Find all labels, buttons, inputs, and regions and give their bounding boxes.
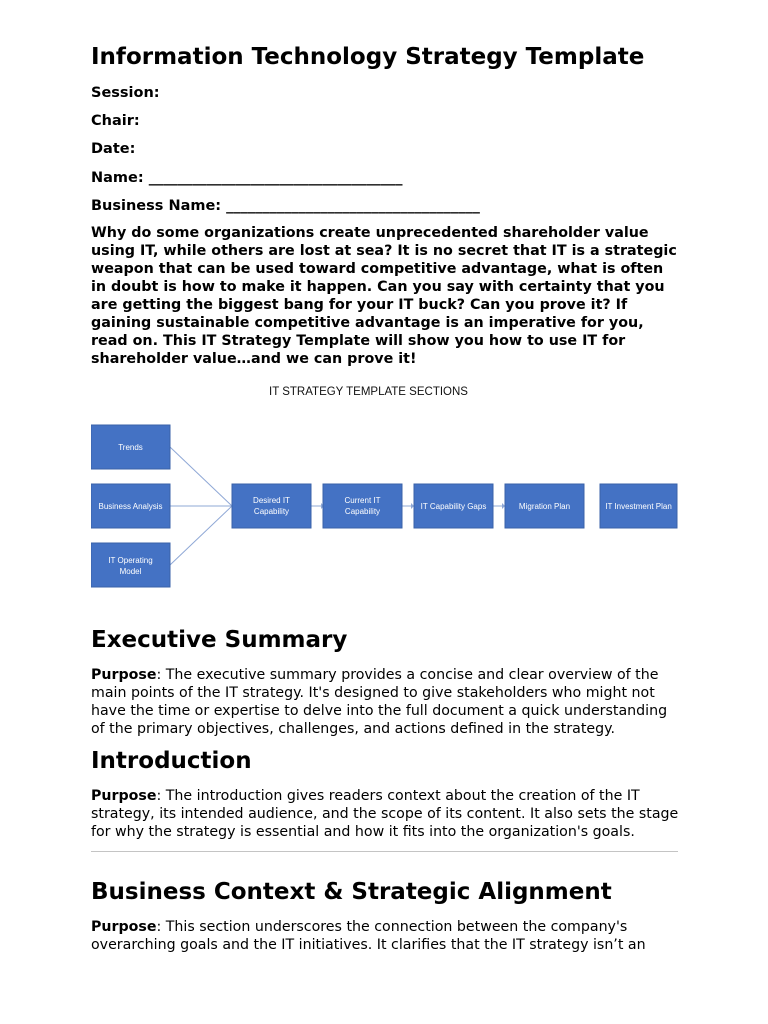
business-context-paragraph (91, 918, 681, 954)
connector-line (170, 506, 232, 565)
date-field (91, 141, 135, 157)
business-name-field (91, 198, 480, 214)
diagram-box-label: Trends (118, 443, 143, 452)
diagram-box-current-it-capability (323, 484, 402, 528)
diagram-box-label-line: Capability (344, 507, 381, 516)
business-name-label: Business Name: (91, 198, 222, 214)
business-name-underline: ___________________________________ (226, 198, 480, 214)
section-divider (91, 851, 678, 852)
name-label: Name: (91, 170, 144, 186)
heading-introduction: Introduction (91, 748, 252, 774)
diagram-box-label-line: Model (119, 567, 142, 576)
name-underline: ___________________________________ (148, 170, 403, 186)
diagram-box-label: Migration Plan (518, 502, 571, 511)
diagram-box-desired-it-capability (232, 484, 311, 528)
purpose-label: Purpose (91, 788, 157, 804)
purpose-label: Purpose (91, 667, 157, 683)
session-field (91, 85, 160, 101)
diagram-box-label-line: Capability (253, 507, 290, 516)
heading-business-context: Business Context & Strategic Alignment (91, 879, 612, 905)
heading-executive-summary: Executive Summary (91, 627, 348, 653)
diagram-box-it-operating-model (91, 543, 170, 587)
intro-paragraph: Why do some organizations create unprecedented shareholder value using IT, while others are lost at sea? It is no secret that IT is a strategic weapon that can be used toward competitive advantage, what is often in doubt is how to make it happen. Can you say with certainty that you are getting the biggest bang for your IT buck? Can you prove it? If gaining sustainable competitive advantage is an imperative for you, read on. This IT Strategy Template will show you how to use IT for shareholder value…and we can prove it! (91, 225, 677, 367)
connector-line (170, 447, 232, 506)
chair-label: Chair: (91, 113, 140, 129)
diagram-box-label: IT Investment Plan (605, 502, 672, 511)
document-title: Information Technology Strategy Template (91, 44, 645, 70)
date-label: Date: (91, 141, 136, 157)
diagram-box-label-line: Desired IT (253, 496, 290, 505)
diagram-box-label-line: Current IT (344, 496, 381, 505)
diagram-box-label-line: IT Operating (108, 556, 153, 565)
name-field (91, 170, 402, 186)
purpose-label: Purpose (91, 919, 157, 935)
diagram-title: IT STRATEGY TEMPLATE SECTIONS (269, 386, 468, 398)
session-label: Session: (91, 85, 160, 101)
diagram-box-label: IT Capability Gaps (420, 502, 487, 511)
diagram-box-label: Business Analysis (98, 502, 163, 511)
introduction-paragraph (91, 787, 681, 841)
executive-summary-text: : The executive summary provides a concise and clear overview of the main points of the IT strategy. It's designed to give stakeholders who might not have the time or expertise to delve into the full document a quick understanding of the primary objectives, challenges, and actions defined in the strategy. (91, 667, 668, 737)
introduction-text: : The introduction gives readers context about the creation of the IT strategy, its intended audience, and the scope of its content. It also sets the stage for why the strategy is essential and how it fits into the organization's goals. (91, 788, 679, 840)
chair-field (91, 113, 140, 129)
it-strategy-sections-diagram (91, 420, 678, 590)
executive-summary-paragraph (91, 666, 681, 738)
business-context-text: : This section underscores the connection between the company's overarching goals and the IT initiatives. It clarifies that the IT strategy isn’t an (91, 919, 646, 953)
